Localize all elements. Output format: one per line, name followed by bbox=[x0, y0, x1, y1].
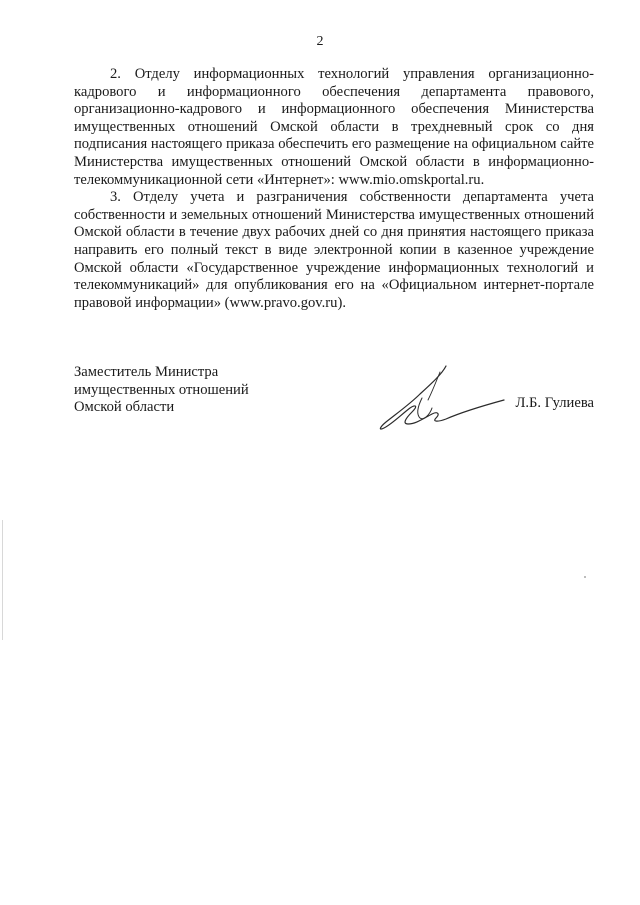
scan-edge-mark bbox=[2, 520, 3, 640]
document-body bbox=[74, 66, 594, 312]
signatory-position bbox=[74, 364, 249, 417]
signatory-position-line-3: Омской области bbox=[74, 399, 175, 416]
handwritten-signature bbox=[376, 364, 516, 432]
page-number: 2 bbox=[316, 34, 324, 49]
paragraph-2-line-6: сайте Министерства имущественных отношений Омской области в bbox=[74, 136, 594, 170]
paragraph-2-line-3: организационно-кадрового и информационного обеспечения Министерства bbox=[74, 101, 594, 118]
paragraph-2-line-7: информационно-телекоммуникационной сети «Интернет»: bbox=[74, 153, 594, 188]
paragraph-2-line-4: имущественных отношений Омской области в трехдневный срок со дня bbox=[74, 118, 594, 135]
signatory-name: Л.Б. Гулиева bbox=[515, 395, 594, 411]
paragraph-2-line-5: подписания настоящего приказа обеспечить его размещение на официальном bbox=[74, 136, 557, 153]
paragraph-3-line-2: собственности и земельных отношений Министерства имущественных bbox=[74, 206, 521, 223]
paragraph-2-line-8: www.mio.omskportal.ru. bbox=[338, 171, 485, 188]
paragraph-3-line-6: информационных технологий и телекоммуникаций» для опубликования его на bbox=[74, 259, 594, 294]
signature-block bbox=[74, 364, 594, 434]
paragraph-2-line-1: 2. Отделу информационных технологий управления организационно- bbox=[110, 66, 594, 82]
paragraph-2 bbox=[74, 66, 594, 189]
paragraph-3-line-1: 3. Отделу учета и разграничения собственности департамента учета bbox=[110, 189, 594, 206]
paragraph-3-line-5: казенное учреждение Омской области «Государственное учреждение bbox=[74, 241, 594, 276]
paragraph-3-line-3: отношений Омской области в течение двух рабочих дней со дня принятия bbox=[74, 206, 594, 241]
paragraph-3-line-7: «Официальном интернет-портале правовой информации» (www.pravo.gov.ru). bbox=[74, 277, 594, 311]
paragraph-3-line-4: настоящего приказа направить его полный текст в виде электронной копии в bbox=[74, 224, 594, 258]
paragraph-2-line-2: кадрового и информационного обеспечения департамента правового, bbox=[74, 83, 594, 100]
signatory-position-line-2: имущественных отношений bbox=[74, 381, 249, 398]
signatory-position-line-1: Заместитель Министра bbox=[74, 364, 219, 380]
paragraph-3 bbox=[74, 189, 594, 312]
scan-speck bbox=[584, 576, 586, 578]
